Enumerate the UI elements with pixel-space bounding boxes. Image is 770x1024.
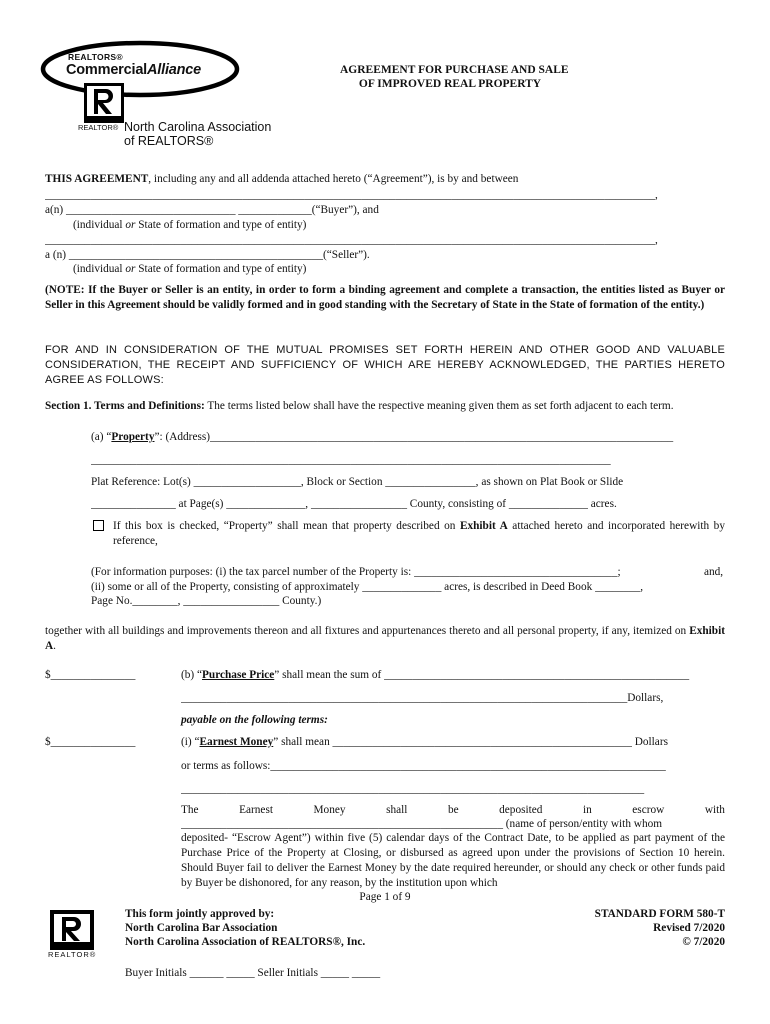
consideration-clause: FOR AND IN CONSIDERATION OF THE MUTUAL PROMISES SET FORTH HEREIN AND OTHER GOOD AND VALUABLE CONSIDERATION, THE RECEIPT AND SUFFICIENCY OF WHICH ARE HEREBY ACKNOWLEDGED, THE PARTIES HERETO AGREE AS FOLLOWS: — [45, 344, 725, 386]
earnest-label-b: ” shall mean _____________________________________________________ Dollars — [273, 736, 668, 748]
deposit-word: escrow — [632, 804, 665, 816]
entity-note: (NOTE: If the Buyer or Seller is an entity, in order to form a binding agreement and complete a transaction, the entities listed as Buyer or Seller in this Agreement should be validly formed and in good standing with the Secretary of State in the State of formation of the entity.) — [45, 284, 725, 311]
tax-parcel-line[interactable]: (For information purposes: (i) the tax parcel number of the Property is: ____________________________________; — [91, 566, 621, 578]
section1-text: The terms listed below shall have the respective meaning given them as set forth adjacent to each term. — [204, 400, 674, 412]
earnest-terms-line[interactable]: or terms as follows:______________________________________________________________________ — [181, 760, 666, 772]
plat-reference-line[interactable]: Plat Reference: Lot(s) ___________________, Block or Section ________________, as shown on Plat Book or Slide — [91, 476, 624, 488]
seller-note-or: or — [125, 263, 136, 275]
earnest-deposit-paragraph: deposited- “Escrow Agent”) within five (5) calendar days of the Contract Date, to be applied as part payment of the Purchase Price of the Property at Closing, or disbursed as agreed upon under the provisions of Section 10 herein. Should Buyer fail to deliver the Earnest Money by the date required hereunder, or should any check or other funds paid by Buyer be dishonored, for any reason, by the institution upon which — [181, 832, 725, 889]
earnest-blank-line[interactable]: __________________________________________________________________________________ — [181, 783, 645, 795]
seller-name-blank[interactable]: ____________________________________________________________________________________________________________, — [45, 234, 658, 246]
deposit-word: in — [582, 804, 592, 816]
property-label-a: (a) “ — [91, 431, 112, 443]
page-no-line[interactable]: Page No.________, _________________ County.) — [91, 595, 322, 607]
exhibit-a-checkbox[interactable] — [93, 520, 104, 531]
purchase-price-dollars[interactable]: _______________________________________________________________________________Dollars, — [181, 692, 664, 704]
page-number: Page 1 of 9 — [359, 891, 411, 903]
together-exhibit: Exhibit A — [45, 625, 725, 652]
deposit-word: The — [181, 804, 199, 816]
parties-intro-rest: , including any and all addenda attached hereto (“Agreement”), is by and between — [148, 173, 519, 185]
purchase-price-amount[interactable]: $_______________ — [45, 669, 136, 681]
logo-assoc-line2: of REALTORS® — [124, 134, 214, 148]
property-address-blank[interactable]: ____________________________________________________________________________________________ — [91, 454, 611, 466]
checkbox-text-a: If this box is checked, “Property” shall mean that property described on — [113, 520, 460, 532]
property-label: Property — [111, 431, 155, 443]
approved-line1: This form jointly approved by: — [125, 908, 275, 920]
initials-line[interactable]: Buyer Initials ______ _____ Seller Initials _____ _____ — [125, 967, 381, 979]
price-label-b: ” shall mean the sum of ______________________________________________________ — [274, 669, 690, 681]
logo-realtor-mark: REALTOR® — [78, 123, 119, 132]
exhibit-a-checkbox-text — [113, 519, 725, 549]
property-address-line[interactable] — [91, 430, 673, 444]
together-with-clause — [45, 624, 725, 654]
form-copyright: © 7/2020 — [682, 936, 725, 948]
earnest-money-line[interactable] — [181, 735, 725, 749]
together-text-a: together with all buildings and improvements thereon and all fixtures and appurtenances thereto and all personal property, if any, itemized on — [45, 625, 690, 637]
logo-commercial-alliance — [66, 62, 201, 78]
realtors-commercial-alliance-logo — [40, 40, 290, 150]
deposit-word: with — [704, 804, 725, 816]
document-title-line2: OF IMPROVED REAL PROPERTY — [358, 78, 542, 90]
seller-entity-line[interactable]: a (n) _____________________________________________(“Seller”). — [45, 249, 370, 261]
tax-parcel-and: and, — [704, 566, 724, 578]
property-label-b: ”: (Address)__________________________________________________________________________________ — [154, 431, 674, 443]
logo-assoc-line1: North Carolina Association — [124, 120, 272, 134]
seller-note-a: (individual — [73, 263, 126, 275]
seller-entity-note — [73, 262, 306, 276]
footer-realtor-mark: REALTOR® — [48, 950, 97, 959]
buyer-note-a: (individual — [73, 219, 126, 231]
earnest-money-amount[interactable]: $_______________ — [45, 736, 136, 748]
checkbox-exhibit: Exhibit A — [459, 520, 508, 532]
parties-intro — [45, 172, 518, 186]
buyer-note-b: State of formation and type of entity) — [135, 219, 307, 231]
checkbox-text-b: attached hereto and incorporated herewith by reference, — [113, 520, 725, 547]
deposit-word: shall — [386, 804, 408, 816]
deposit-word: be — [447, 804, 459, 816]
payable-terms: payable on the following terms: — [181, 714, 328, 726]
earnest-label-a: (i) “ — [181, 736, 200, 748]
purchase-price-line[interactable] — [181, 668, 725, 682]
approved-line3: North Carolina Association of REALTORS®, Inc. — [125, 936, 366, 948]
buyer-name-blank[interactable]: ____________________________________________________________________________________________________________, — [45, 189, 658, 201]
section1-heading: Section 1. Terms and Definitions: — [45, 400, 205, 412]
approved-line2: North Carolina Bar Association — [125, 922, 278, 934]
document-title-line1: AGREEMENT FOR PURCHASE AND SALE — [340, 64, 569, 76]
parties-intro-bold: THIS AGREEMENT — [45, 173, 149, 185]
form-number: STANDARD FORM 580-T — [594, 908, 725, 920]
realtor-r-icon — [84, 83, 124, 125]
earnest-deposit-words — [181, 803, 725, 817]
form-revised: Revised 7/2020 — [653, 922, 725, 934]
seller-note-b: State of formation and type of entity) — [135, 263, 307, 275]
buyer-entity-line[interactable]: a(n) ______________________________ _____________(“Buyer”), and — [45, 204, 379, 216]
section1-paragraph — [45, 399, 725, 414]
together-text-b: . — [53, 640, 56, 652]
purchase-price-label: Purchase Price — [202, 669, 275, 681]
buyer-note-or: or — [125, 219, 136, 231]
earnest-money-label: Earnest Money — [199, 736, 274, 748]
logo-commercial-text: Commercial — [66, 62, 148, 78]
logo-alliance-text: Alliance — [147, 62, 202, 78]
buyer-entity-note — [73, 218, 306, 232]
deposit-word: Money — [313, 804, 346, 816]
price-label-a: (b) “ — [181, 669, 203, 681]
logo-realtors-small: REALTORS® — [68, 52, 123, 62]
escrow-agent-line[interactable]: _________________________________________________________ (name of person/entity with whom — [181, 818, 663, 830]
plat-page-line[interactable]: _______________ at Page(s) ______________, _________________ County, consisting of ______________ acres. — [91, 498, 617, 510]
deposit-word: Earnest — [239, 804, 273, 816]
deposit-word: deposited — [499, 804, 543, 816]
deed-book-line[interactable]: (ii) some or all of the Property, consisting of approximately ______________ acres, is described in Deed Book ________, — [91, 581, 644, 593]
